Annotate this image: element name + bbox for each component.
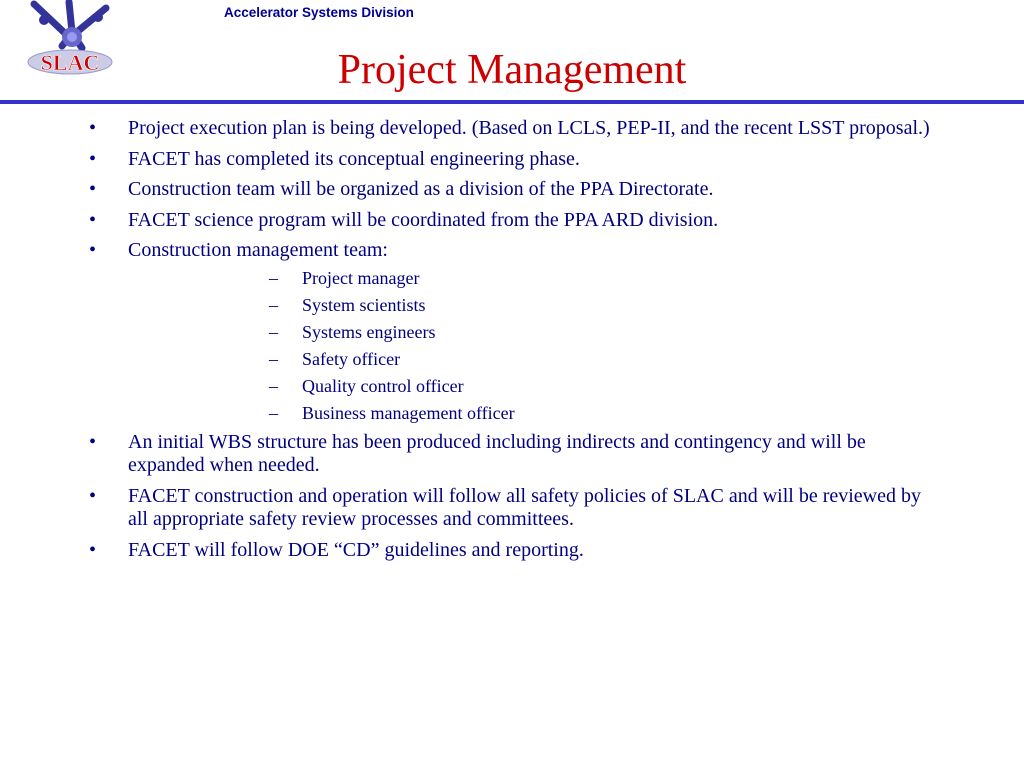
bullet-marker: • [89,208,97,231]
bullet-item [0,431,1024,478]
dash-marker: – [269,294,278,315]
sub-bullet-list [128,268,940,424]
bullet-marker: • [89,239,97,261]
sub-bullet-item [128,349,940,370]
sub-bullet-text: Project manager [302,267,420,288]
sub-bullet-text: System scientists [302,294,426,315]
bullet-text: FACET has completed its conceptual engineering phase. [128,147,580,170]
sub-bullet-item [128,295,940,316]
sub-bullet-item [128,322,940,343]
sub-bullet-text: Safety officer [302,348,401,369]
sub-bullet-item [128,376,940,397]
dash-marker: – [269,267,278,288]
bullet-item [0,239,1024,424]
bullet-marker: • [89,430,97,453]
bullet-item [0,117,1024,141]
sub-bullet-text: Quality control officer [302,375,464,396]
division-label: Accelerator Systems Division [224,5,414,20]
bullet-item [0,148,1024,172]
bullet-marker: • [89,178,97,200]
bullet-text: FACET will follow DOE “CD” guidelines and reporting. [128,538,584,561]
bullet-item [0,209,1024,233]
dash-marker: – [269,321,278,342]
bullet-text: Construction team will be organized as a division of the PPA Directorate. [128,178,714,200]
bullet-text: Construction management team: [128,239,388,261]
bullet-marker: • [89,484,97,507]
bullet-text: An initial WBS structure has been produced including indirects and contingency and will be expanded when needed. [128,430,866,476]
sub-bullet-item [128,268,940,289]
sub-bullet-item [128,403,940,424]
slac-logo-text: SLAC [40,50,100,75]
bullet-marker: • [89,538,97,561]
sub-bullet-text: Systems engineers [302,321,436,342]
bullet-item [0,485,1024,532]
dash-marker: – [269,348,278,369]
bullet-text: FACET science program will be coordinated from the PPA ARD division. [128,208,719,231]
slide-title: Project Management [337,47,687,93]
bullet-text: FACET construction and operation will follow all safety policies of SLAC and will be reviewed by all appropriate safety review processes and committees. [128,484,921,530]
bullet-item [0,539,1024,563]
bullet-list [0,117,1024,569]
bullet-text: Project execution plan is being developed. (Based on LCLS, PEP-II, and the recent LSST proposal.) [128,117,930,139]
dash-marker: – [269,375,278,396]
sub-bullet-text: Business management officer [302,402,515,423]
dash-marker: – [269,402,278,423]
title-divider [0,100,1024,104]
bullet-marker: • [89,147,97,170]
bullet-item [0,178,1024,202]
bullet-marker: • [89,117,97,139]
